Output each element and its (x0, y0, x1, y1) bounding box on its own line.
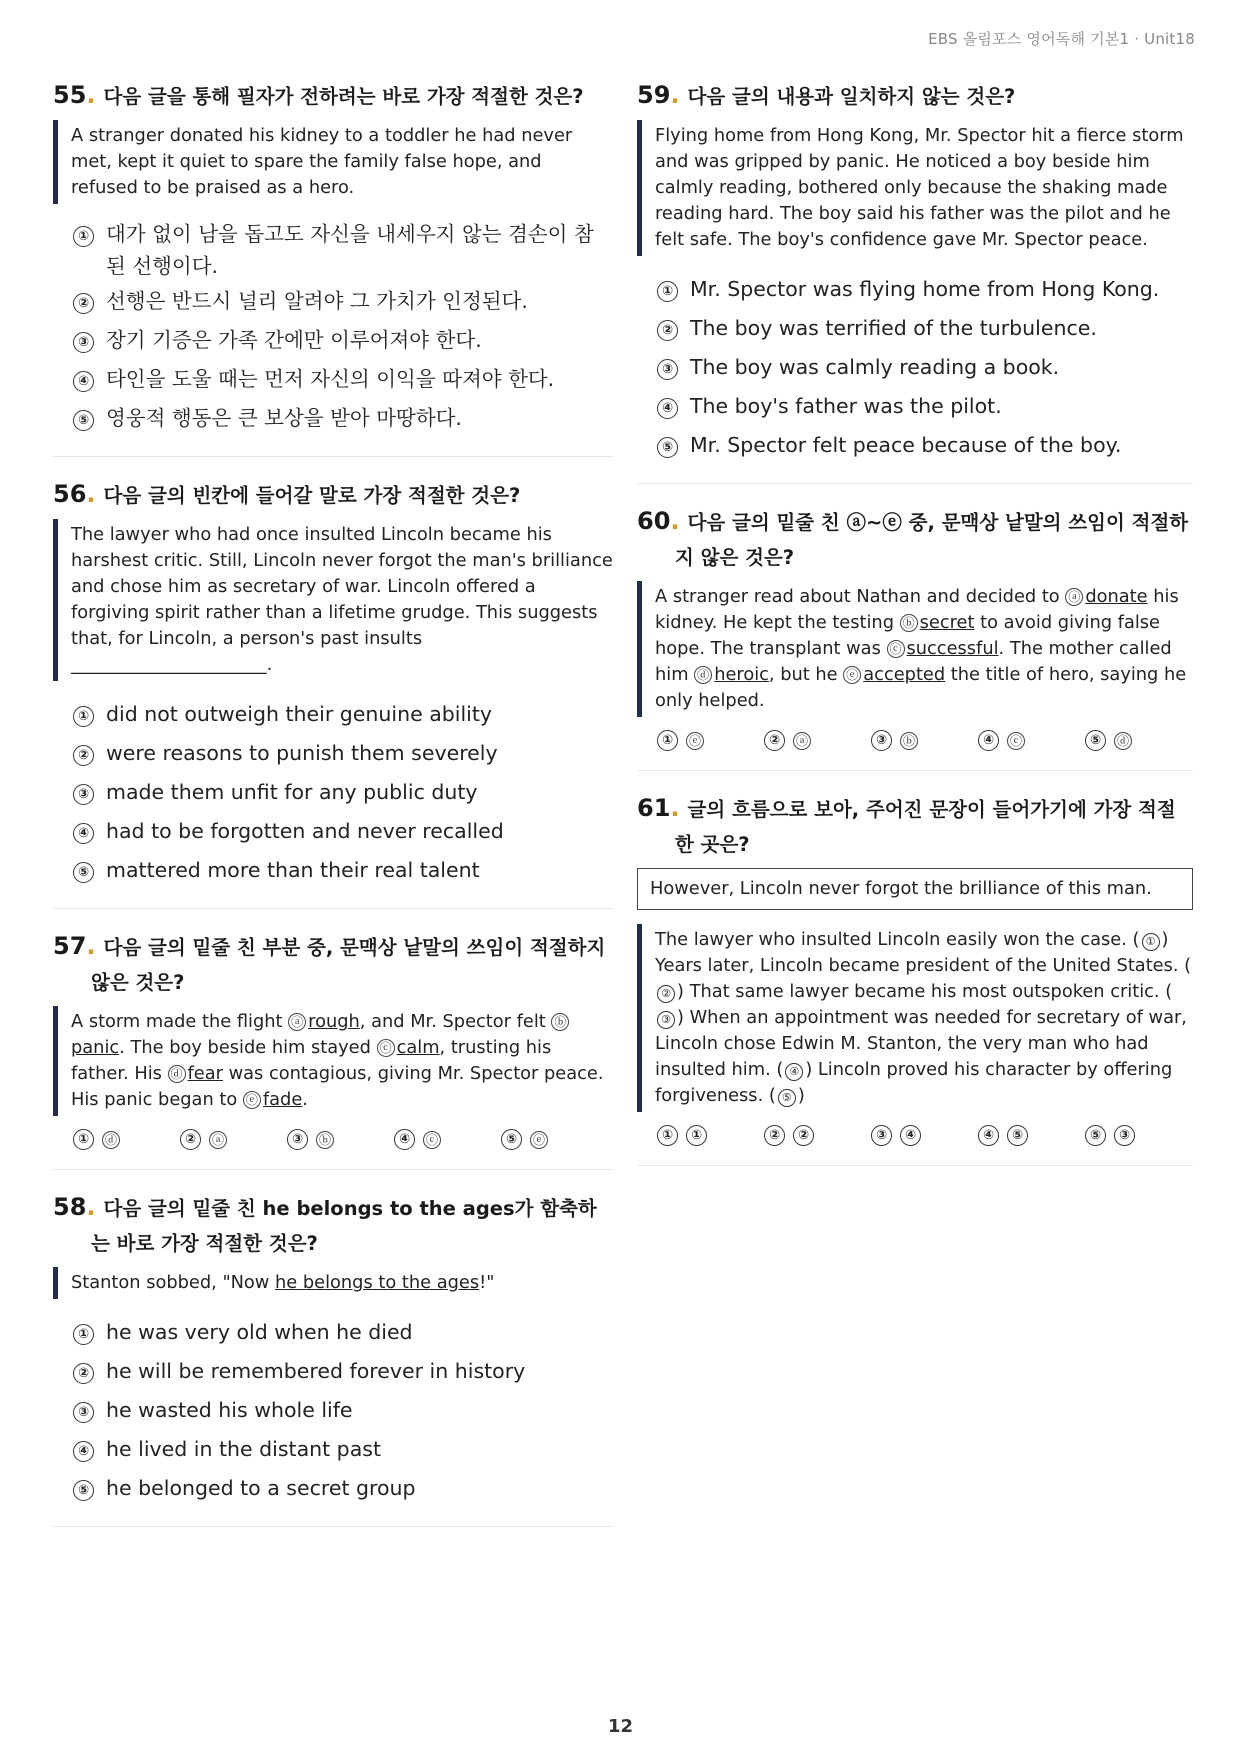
passage-text: A storm made the flight (71, 1011, 289, 1032)
passage-text: . The boy beside him stayed (119, 1037, 377, 1058)
answer-mark: ② (793, 1125, 814, 1146)
question-55 (53, 78, 613, 457)
question-56 (53, 477, 613, 909)
passage (53, 1267, 613, 1299)
option-text: 영웅적 행동은 큰 보상을 받아 마땅하다. (106, 406, 462, 430)
passage-text: , but he (768, 664, 844, 685)
option-text: 선행은 반드시 널리 알려야 그 가치가 인정된다. (106, 289, 528, 313)
answer-1[interactable] (657, 1126, 764, 1147)
question-number: 55 (53, 81, 87, 109)
option-number: ③ (73, 784, 94, 805)
option-text: 대가 없이 남을 돕고도 자신을 내세우지 않는 겸손이 참된 선행이다. (106, 222, 594, 278)
option-number: ① (73, 226, 94, 247)
slot-1: ① (1142, 933, 1160, 951)
passage (637, 924, 1193, 1112)
option-4[interactable] (657, 387, 1193, 426)
option-text: The boy was calmly reading a book. (690, 355, 1060, 379)
passage-text: Stanton sobbed, "Now (71, 1272, 275, 1293)
option-text: he was very old when he died (106, 1320, 413, 1344)
answer-mark: ⓔ (686, 732, 704, 750)
answer-2[interactable] (764, 731, 871, 752)
question-prompt: 다음 글의 밑줄 친 he belongs to the ages가 함축하는 바로 가장 적절한 것은? (91, 1197, 597, 1255)
option-text: he lived in the distant past (106, 1437, 381, 1461)
underlined-word: donate (1085, 586, 1148, 607)
passage-text: to avoid giving false hope. The transplant was (655, 612, 1160, 659)
option-number: ① (73, 1324, 94, 1345)
option-4[interactable] (73, 1430, 613, 1469)
passage-text: The lawyer who insulted Lincoln easily won the case. ( (655, 929, 1140, 950)
question-title: 60. 다음 글의 밑줄 친 ⓐ~ⓔ 중, 문맥상 낱말의 쓰임이 적절하지 않은 것은? (637, 507, 1189, 569)
underlined-word: heroic (714, 664, 769, 685)
answer-mark: ⓑ (900, 732, 918, 750)
passage-text: ) Years later, Lincoln became president of the United States. ( (655, 929, 1192, 976)
option-number: ⑤ (73, 862, 94, 883)
answer-mark: ⓒ (423, 1131, 441, 1149)
question-prompt: 다음 글을 통해 필자가 전하려는 바로 가장 적절한 것은? (103, 85, 584, 108)
question-title: 55. 다음 글을 통해 필자가 전하려는 바로 가장 적절한 것은? (53, 81, 584, 109)
option-number: ② (180, 1129, 201, 1150)
option-number: ③ (287, 1129, 308, 1150)
right-column (637, 78, 1193, 1186)
option-text: had to be forgotten and never recalled (106, 819, 504, 843)
mark-a: ⓐ (1065, 588, 1083, 606)
option-3[interactable] (73, 1391, 613, 1430)
passage-text: the title of hero, saying he only helped. (655, 664, 1187, 711)
answer-5[interactable] (1085, 1126, 1192, 1147)
option-1[interactable] (73, 1313, 613, 1352)
passage: The lawyer who had once insulted Lincoln became his harshest critic. Still, Lincoln never forgot the man's brilliance and chose him as secretary of war. Lincoln offered a forgiving spirit rather than a lifetime grudge. This suggests that, for Lincoln, a person's past insults ______________________. (53, 519, 613, 681)
question-prompt: 다음 글의 내용과 일치하지 않는 것은? (687, 85, 1016, 108)
answer-3[interactable] (871, 1126, 978, 1147)
page-number: 12 (607, 1716, 634, 1737)
option-number: ⑤ (73, 410, 94, 431)
option-number: ④ (73, 371, 94, 392)
mark-b: ⓑ (551, 1013, 569, 1031)
option-text: Mr. Spector was flying home from Hong Kong. (690, 277, 1160, 301)
answer-1[interactable] (73, 1130, 180, 1151)
question-prompt: 다음 글의 밑줄 친 ⓐ~ⓔ 중, 문맥상 낱말의 쓰임이 적절하지 않은 것은? (675, 511, 1189, 569)
given-sentence-box: However, Lincoln never forgot the brilliance of this man. (637, 868, 1193, 910)
mark-a: ⓐ (288, 1013, 306, 1031)
option-number: ③ (871, 1125, 892, 1146)
option-text: were reasons to punish them severely (106, 741, 498, 765)
option-3[interactable] (73, 321, 613, 360)
answer-row (657, 731, 1193, 752)
passage-text: A stranger read about Nathan and decided to (655, 586, 1066, 607)
underlined-phrase: he belongs to the ages (275, 1272, 480, 1293)
option-4[interactable] (73, 360, 613, 399)
option-text: did not outweigh their genuine ability (106, 702, 493, 726)
options-list (73, 695, 613, 890)
option-2[interactable] (73, 1352, 613, 1391)
passage-text: . The mother called him (655, 638, 1172, 685)
option-number: ④ (978, 730, 999, 751)
option-number: ② (764, 1125, 785, 1146)
options-list (657, 270, 1193, 465)
passage-text: !" (479, 1272, 495, 1293)
answer-4[interactable] (394, 1130, 501, 1151)
option-number: ③ (657, 359, 678, 380)
question-number: 59 (637, 81, 671, 109)
question-number: 61 (637, 794, 671, 822)
answer-2[interactable] (764, 1126, 871, 1147)
mark-e: ⓔ (243, 1091, 261, 1109)
option-number: ① (657, 730, 678, 751)
question-60 (637, 504, 1193, 771)
passage-text: . (302, 1089, 308, 1110)
option-text: The boy was terrified of the turbulence. (690, 316, 1097, 340)
answer-4[interactable] (978, 1126, 1085, 1147)
slot-5: ⑤ (778, 1089, 796, 1107)
option-number: ④ (657, 398, 678, 419)
question-prompt: 글의 흐름으로 보아, 주어진 문장이 들어가기에 가장 적절한 곳은? (675, 798, 1176, 856)
underlined-word: calm (396, 1037, 440, 1058)
answer-4[interactable] (978, 731, 1085, 752)
option-text: he belonged to a secret group (106, 1476, 416, 1500)
passage-text: , and Mr. Spector felt (359, 1011, 552, 1032)
answer-2[interactable] (180, 1130, 287, 1151)
question-number: 60 (637, 507, 671, 535)
option-number: ④ (73, 823, 94, 844)
answer-5[interactable] (501, 1130, 608, 1151)
answer-mark: ⓐ (209, 1131, 227, 1149)
underlined-word: rough (308, 1011, 360, 1032)
option-text: 타인을 도울 때는 먼저 자신의 이익을 따져야 한다. (106, 367, 555, 391)
passage-text: ) That same lawyer became his most outspoken critic. ( (677, 981, 1173, 1002)
passage: A stranger donated his kidney to a toddler he had never met, kept it quiet to spare the family false hope, and refused to be praised as a hero. (53, 120, 613, 204)
question-59 (637, 78, 1193, 484)
question-title: 59. 다음 글의 내용과 일치하지 않는 것은? (637, 81, 1016, 109)
answer-3[interactable] (871, 731, 978, 752)
question-58 (53, 1190, 613, 1527)
option-text: he will be remembered forever in history (106, 1359, 526, 1383)
passage-text: , trusting his father. His (71, 1037, 552, 1084)
underlined-word: accepted (863, 664, 946, 685)
question-number: 57 (53, 932, 87, 960)
mark-e: ⓔ (843, 666, 861, 684)
option-number: ⑤ (1085, 730, 1106, 751)
option-number: ⑤ (1085, 1125, 1106, 1146)
option-number: ④ (978, 1125, 999, 1146)
question-number: 58 (53, 1193, 87, 1221)
option-number: ⑤ (657, 437, 678, 458)
option-number: ③ (73, 332, 94, 353)
passage: Flying home from Hong Kong, Mr. Spector hit a fierce storm and was gripped by panic. He noticed a boy beside him calmly reading, bothered only because the shaking made reading hard. The boy said his father was the pilot and he felt safe. The boy's confidence gave Mr. Spector peace. (637, 120, 1193, 256)
answer-mark: ⓔ (530, 1131, 548, 1149)
answer-mark: ③ (1114, 1125, 1135, 1146)
mark-d: ⓓ (694, 666, 712, 684)
answer-5[interactable] (1085, 731, 1192, 752)
option-5[interactable] (657, 426, 1193, 465)
answer-mark: ⓓ (1114, 732, 1132, 750)
option-2[interactable] (657, 309, 1193, 348)
passage-text: was contagious, giving Mr. Spector peace. His panic began to (71, 1063, 604, 1110)
question-title: 56. 다음 글의 빈칸에 들어갈 말로 가장 적절한 것은? (53, 480, 521, 508)
option-5[interactable] (73, 1469, 613, 1508)
option-number: ③ (73, 1402, 94, 1423)
answer-mark: ⑤ (1007, 1125, 1028, 1146)
option-number: ① (73, 706, 94, 727)
option-text: made them unfit for any public duty (106, 780, 478, 804)
slot-4: ④ (785, 1063, 803, 1081)
passage (53, 1006, 613, 1116)
passage (637, 581, 1193, 717)
underlined-word: secret (919, 612, 975, 633)
option-number: ② (764, 730, 785, 751)
mark-c: ⓒ (887, 640, 905, 658)
option-number: ⑤ (501, 1129, 522, 1150)
question-61 (637, 791, 1193, 1166)
underlined-word: successful (906, 638, 999, 659)
passage-text: ) (797, 1085, 805, 1106)
underlined-word: fear (187, 1063, 223, 1084)
option-2[interactable] (73, 734, 613, 773)
passage-text: his kidney. He kept the testing (655, 586, 1179, 633)
option-number: ② (657, 320, 678, 341)
slot-2: ② (657, 985, 675, 1003)
answer-mark: ⓓ (102, 1131, 120, 1149)
option-4[interactable] (73, 812, 613, 851)
option-3[interactable] (73, 773, 613, 812)
question-57 (53, 929, 613, 1170)
answer-mark: ⓑ (316, 1131, 334, 1149)
option-number: ③ (871, 730, 892, 751)
option-text: 장기 기증은 가족 간에만 이루어져야 한다. (106, 328, 482, 352)
option-3[interactable] (657, 348, 1193, 387)
option-2[interactable] (73, 282, 613, 321)
question-prompt: 다음 글의 빈칸에 들어갈 말로 가장 적절한 것은? (103, 484, 521, 507)
option-number: ② (73, 293, 94, 314)
option-text: Mr. Spector felt peace because of the boy. (690, 433, 1122, 457)
option-1[interactable] (657, 270, 1193, 309)
option-number: ④ (73, 1441, 94, 1462)
option-number: ① (73, 1129, 94, 1150)
options-list (73, 218, 613, 438)
answer-mark: ⓐ (793, 732, 811, 750)
option-text: The boy's father was the pilot. (690, 394, 1002, 418)
passage-text: ) Lincoln proved his character by offering forgiveness. ( (655, 1059, 1173, 1106)
answer-3[interactable] (287, 1130, 394, 1151)
question-number: 56 (53, 480, 87, 508)
question-title: 61. 글의 흐름으로 보아, 주어진 문장이 들어가기에 가장 적절한 곳은? (637, 794, 1176, 856)
option-5[interactable] (73, 399, 613, 438)
option-5[interactable] (73, 851, 613, 890)
answer-row (73, 1130, 613, 1151)
answer-mark: ① (686, 1125, 707, 1146)
option-number: ① (657, 1125, 678, 1146)
answer-mark: ⓒ (1007, 732, 1025, 750)
option-1[interactable] (73, 218, 613, 282)
answer-1[interactable] (657, 731, 764, 752)
mark-c: ⓒ (377, 1039, 395, 1057)
option-number: ② (73, 745, 94, 766)
option-number: ⑤ (73, 1480, 94, 1501)
slot-3: ③ (657, 1011, 675, 1029)
mark-d: ⓓ (168, 1065, 186, 1083)
option-text: he wasted his whole life (106, 1398, 353, 1422)
answer-row (657, 1126, 1193, 1147)
question-title: 57. 다음 글의 밑줄 친 부분 중, 문맥상 낱말의 쓰임이 적절하지 않은 것은? (53, 932, 606, 994)
passage-text: ) When an appointment was needed for secretary of war, Lincoln chose Edwin M. Stanton, the very man who had insulted him. ( (655, 1007, 1187, 1080)
page-header: EBS 올림포스 영어독해 기본1 · Unit18 (928, 30, 1195, 48)
underlined-word: panic (71, 1037, 120, 1058)
option-1[interactable] (73, 695, 613, 734)
options-list (73, 1313, 613, 1508)
question-title: 58. 다음 글의 밑줄 친 he belongs to the ages가 함축하는 바로 가장 적절한 것은? (53, 1193, 597, 1255)
answer-mark: ④ (900, 1125, 921, 1146)
left-column (53, 78, 613, 1547)
option-number: ② (73, 1363, 94, 1384)
question-prompt: 다음 글의 밑줄 친 부분 중, 문맥상 낱말의 쓰임이 적절하지 않은 것은? (91, 936, 606, 994)
mark-b: ⓑ (900, 614, 918, 632)
option-number: ④ (394, 1129, 415, 1150)
underlined-word: fade (262, 1089, 303, 1110)
option-number: ① (657, 281, 678, 302)
option-text: mattered more than their real talent (106, 858, 480, 882)
